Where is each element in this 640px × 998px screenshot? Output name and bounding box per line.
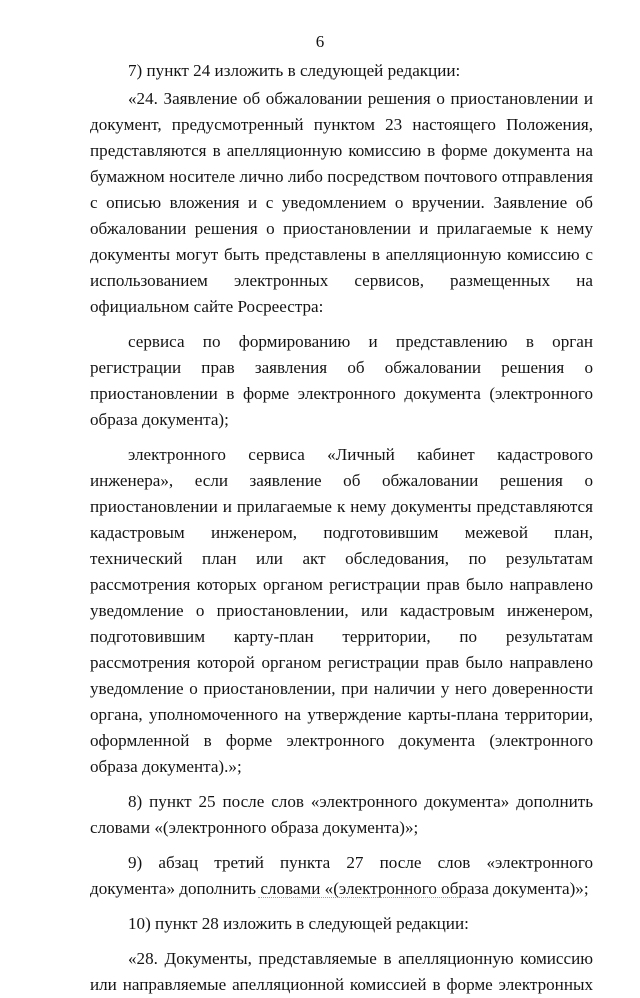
paragraph-item-10: 10) пункт 28 изложить в следующей редакции: <box>128 914 469 933</box>
scan-artifact-line <box>258 897 468 899</box>
paragraph-clause-24: «24. Заявление об обжаловании решения о приостановлении и документ, предусмотренный пунктом 23 настоящего Положения, представляются в апелляционную комиссию в форме документа на бумажном носителе лично либо посредством почтового отправления с описью вложения и с уведомлением о вручении. Заявление об обжаловании решения о приостановлении и прилагаемые к нему документы могут быть представлены в апелляционную комиссию с использованием электронных сервисов, размещенных на официальном сайте Росреестра: <box>90 89 593 316</box>
paragraph-item-7: 7) пункт 24 изложить в следующей редакции: <box>128 61 461 80</box>
paragraph-item-8: 8) пункт 25 после слов «электронного документа» дополнить словами «(электронного образа документа)»; <box>90 792 593 837</box>
paragraph-item-9: 9) абзац третий пункта 27 после слов «электронного документа» дополнить словами «(электронного образа документа)»; <box>90 853 593 898</box>
page-number: 6 <box>315 32 325 51</box>
paragraph-clause-28: «28. Документы, представляемые в апелляционную комиссию или направляемые апелляционной комиссией в форме электронных <box>90 949 593 994</box>
paragraph-registration-service: сервиса по формированию и представлению в орган регистрации прав заявления об обжаловании решения о приостановлении в форме электронного документа (электронного образа документа); <box>90 332 593 429</box>
document-body <box>90 58 593 998</box>
paragraph-engineer-cabinet: электронного сервиса «Личный кабинет кадастрового инженера», если заявление об обжаловании решения о приостановлении и прилагаемые к нему документы представляются кадастровым инженером, подготовившим межевой план, технический план или акт обследования, по результатам рассмотрения которых органом регистрации прав было направлено уведомление о приостановлении, или кадастровым инженером, подготовившим карту-план территории, по результатам рассмотрения которой органом регистрации прав было направлено уведомление о приостановлении, при наличии у него доверенности органа, уполномоченного на утверждение карты-плана территории, оформленной в форме электронного документа (электронного образа документа).»; <box>90 445 593 776</box>
